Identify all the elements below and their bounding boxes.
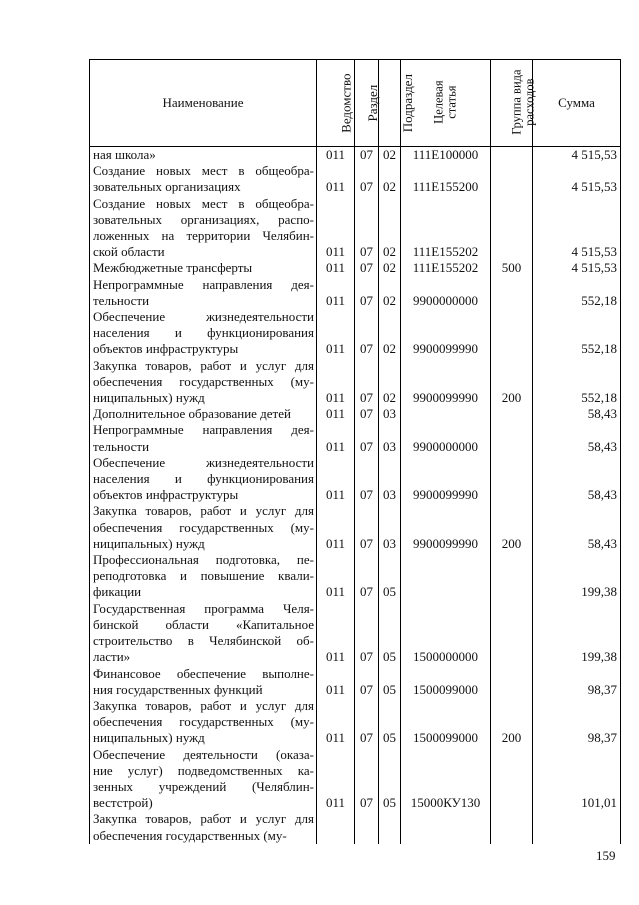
table-row [90,811,621,843]
table-row [90,358,621,407]
row-name-line: ния государственных функций [93,681,263,697]
budget-table [89,59,621,844]
row-name-line: Непрограммные направления дея- [93,422,314,438]
row-target-article: 9900000000 [401,422,491,454]
row-name-line: тельности [93,438,150,454]
row-sum: 4 515,53 [533,260,621,276]
row-sum: 552,18 [533,309,621,358]
row-subsection: 02 [379,358,401,407]
row-department: 011 [317,698,355,747]
row-section: 07 [355,196,379,261]
row-name [90,358,317,407]
row-expense-group [491,666,533,698]
row-department: 011 [317,163,355,195]
row-subsection: 02 [379,277,401,309]
row-section: 07 [355,422,379,454]
page-number: 159 [596,848,616,863]
row-name-line: ниципальных) нужд [93,535,205,551]
row-section: 07 [355,260,379,276]
row-name-line: обеспечения государственных (му- [93,373,314,389]
table-row [90,455,621,504]
row-name-line: Закупка товаров, работ и услуг для [93,503,314,519]
row-subsection: 05 [379,666,401,698]
row-name-line: населения и функционирования [93,325,314,341]
row-name-line: Межбюджетные трансферты [93,260,253,276]
header-name: Наименование [90,60,317,147]
row-expense-group [491,455,533,504]
row-department: 011 [317,666,355,698]
row-section: 07 [355,358,379,407]
table-row [90,163,621,195]
header-target-article: Целевая статья [401,60,491,147]
row-name [90,552,317,601]
row-expense-group: 200 [491,698,533,747]
table-row [90,698,621,747]
table-row [90,147,621,164]
row-name-line: ниципальных) нужд [93,390,205,406]
row-target-article: 9900099990 [401,358,491,407]
row-subsection: 05 [379,747,401,812]
row-subsection: 03 [379,406,401,422]
row-name-line: бинской области «Капитальное [93,616,314,632]
row-expense-group [491,147,533,164]
row-name [90,309,317,358]
row-expense-group: 500 [491,260,533,276]
row-target-article: 9900099990 [401,503,491,552]
row-section: 07 [355,455,379,504]
row-department [317,811,355,843]
row-sum [533,811,621,843]
table-row [90,277,621,309]
row-name [90,811,317,843]
row-target-article: 1500099000 [401,698,491,747]
row-department: 011 [317,747,355,812]
row-department: 011 [317,552,355,601]
row-name-line: Финансовое обеспечение выполне- [93,665,314,681]
row-name [90,277,317,309]
row-expense-group [491,196,533,261]
row-sum: 58,43 [533,406,621,422]
row-name [90,666,317,698]
row-department: 011 [317,196,355,261]
row-sum: 58,43 [533,503,621,552]
table-row [90,747,621,812]
row-department: 011 [317,422,355,454]
row-expense-group [491,163,533,195]
row-section [355,811,379,843]
row-name-line: фикации [93,584,142,600]
table-row [90,406,621,422]
row-sum: 58,43 [533,422,621,454]
row-target-article: 111E155202 [401,196,491,261]
row-name-line: объектов инфраструктуры [93,487,239,503]
row-name [90,698,317,747]
row-target-article: 9900099990 [401,309,491,358]
row-name-line: ложенных на территории Челябин- [93,228,314,244]
row-subsection: 05 [379,698,401,747]
row-section: 07 [355,698,379,747]
row-name-line: ской области [93,244,165,260]
row-subsection: 03 [379,455,401,504]
row-sum: 4 515,53 [533,196,621,261]
row-target-article: 9900099990 [401,455,491,504]
row-name-line: обеспечения государственных (му- [93,714,314,730]
row-name [90,406,317,422]
row-name-line: Закупка товаров, работ и услуг для [93,357,314,373]
row-name-line: зенных учреждений (Челяблин- [93,778,314,794]
table-row [90,196,621,261]
row-sum: 98,37 [533,666,621,698]
row-name-line: Обеспечение жизнедеятельности [93,309,314,325]
row-target-article [401,552,491,601]
row-subsection: 02 [379,147,401,164]
row-name [90,163,317,195]
table-row [90,422,621,454]
row-section: 07 [355,747,379,812]
row-name [90,503,317,552]
row-subsection: 05 [379,552,401,601]
row-target-article [401,406,491,422]
row-name-line: Дополнительное образование детей [93,406,291,422]
row-expense-group [491,406,533,422]
row-department: 011 [317,309,355,358]
row-department: 011 [317,147,355,164]
row-target-article: 15000КУ130 [401,747,491,812]
header-expense-group: Группа вида расходов [491,60,533,147]
header-sum: Сумма [533,60,621,147]
table-header-row [90,60,621,147]
row-department: 011 [317,277,355,309]
row-target-article: 111E100000 [401,147,491,164]
row-expense-group: 200 [491,358,533,407]
row-name-line: реподготовка и повышение квали- [93,568,314,584]
row-name-line: Создание новых мест в общеобра- [93,163,314,179]
row-name-line: Обеспечение деятельности (оказа- [93,746,314,762]
row-name-line: Обеспечение жизнедеятельности [93,454,314,470]
row-target-article [401,811,491,843]
row-name-line: Непрограммные направления дея- [93,276,314,292]
row-department: 011 [317,358,355,407]
row-subsection: 05 [379,601,401,666]
row-name [90,747,317,812]
row-name-line: Создание новых мест в общеобра- [93,195,314,211]
row-name-line: зовательных организациях [93,179,241,195]
row-sum: 199,38 [533,552,621,601]
table-row [90,552,621,601]
table-row [90,666,621,698]
row-name-line: Закупка товаров, работ и услуг для [93,697,314,713]
row-target-article: 1500000000 [401,601,491,666]
table-body [90,147,621,844]
row-subsection: 02 [379,309,401,358]
row-name-line: ная школа» [93,147,156,162]
header-department: Ведомство [317,60,355,147]
row-name-line: Государственная программа Челя- [93,600,314,616]
row-expense-group: 200 [491,503,533,552]
row-section: 07 [355,552,379,601]
row-section: 07 [355,666,379,698]
row-name [90,260,317,276]
row-sum: 98,37 [533,698,621,747]
row-target-article: 1500099000 [401,666,491,698]
row-section: 07 [355,277,379,309]
row-section: 07 [355,309,379,358]
table-row [90,503,621,552]
row-name [90,422,317,454]
row-sum: 58,43 [533,455,621,504]
row-sum: 4 515,53 [533,163,621,195]
row-target-article: 111E155202 [401,260,491,276]
row-name-line: обеспечения государственных (му- [93,519,314,535]
row-name [90,455,317,504]
row-name [90,601,317,666]
row-name-line: ние услуг) подведомственных ка- [93,762,314,778]
row-expense-group [491,277,533,309]
row-sum: 101,01 [533,747,621,812]
row-expense-group [491,811,533,843]
row-subsection: 02 [379,260,401,276]
row-name-line: ласти» [93,649,131,665]
table-row [90,601,621,666]
row-target-article: 111E155200 [401,163,491,195]
table-row [90,309,621,358]
row-section: 07 [355,503,379,552]
row-subsection [379,811,401,843]
row-name [90,147,317,164]
row-sum: 552,18 [533,358,621,407]
row-name-line: вестстрой) [93,795,153,811]
row-name-line: зовательных организациях, распо- [93,211,314,227]
row-target-article: 9900000000 [401,277,491,309]
row-section: 07 [355,147,379,164]
row-name-line: Профессиональная подготовка, пе- [93,552,314,568]
row-name-line: обеспечения государственных (му- [93,827,287,843]
row-name-line: ниципальных) нужд [93,730,205,746]
row-expense-group [491,309,533,358]
row-sum: 4 515,53 [533,147,621,164]
row-department: 011 [317,260,355,276]
row-sum: 552,18 [533,277,621,309]
row-department: 011 [317,455,355,504]
row-department: 011 [317,406,355,422]
row-section: 07 [355,601,379,666]
row-expense-group [491,747,533,812]
row-subsection: 02 [379,196,401,261]
header-section: Раздел [355,60,379,147]
row-sum: 199,38 [533,601,621,666]
row-name-line: тельности [93,292,150,308]
row-expense-group [491,422,533,454]
row-subsection: 03 [379,503,401,552]
row-name-line: строительство в Челябинской об- [93,633,314,649]
row-section: 07 [355,406,379,422]
row-name-line: населения и функционирования [93,471,314,487]
header-subsection: Подраздел [379,60,401,147]
row-section: 07 [355,163,379,195]
row-expense-group [491,601,533,666]
row-name-line: объектов инфраструктуры [93,341,239,357]
budget-table-page [89,59,620,844]
row-subsection: 02 [379,163,401,195]
row-department: 011 [317,503,355,552]
row-name [90,196,317,261]
table-row [90,260,621,276]
row-subsection: 03 [379,422,401,454]
row-name-line: Закупка товаров, работ и услуг для [93,811,314,827]
row-expense-group [491,552,533,601]
row-department: 011 [317,601,355,666]
